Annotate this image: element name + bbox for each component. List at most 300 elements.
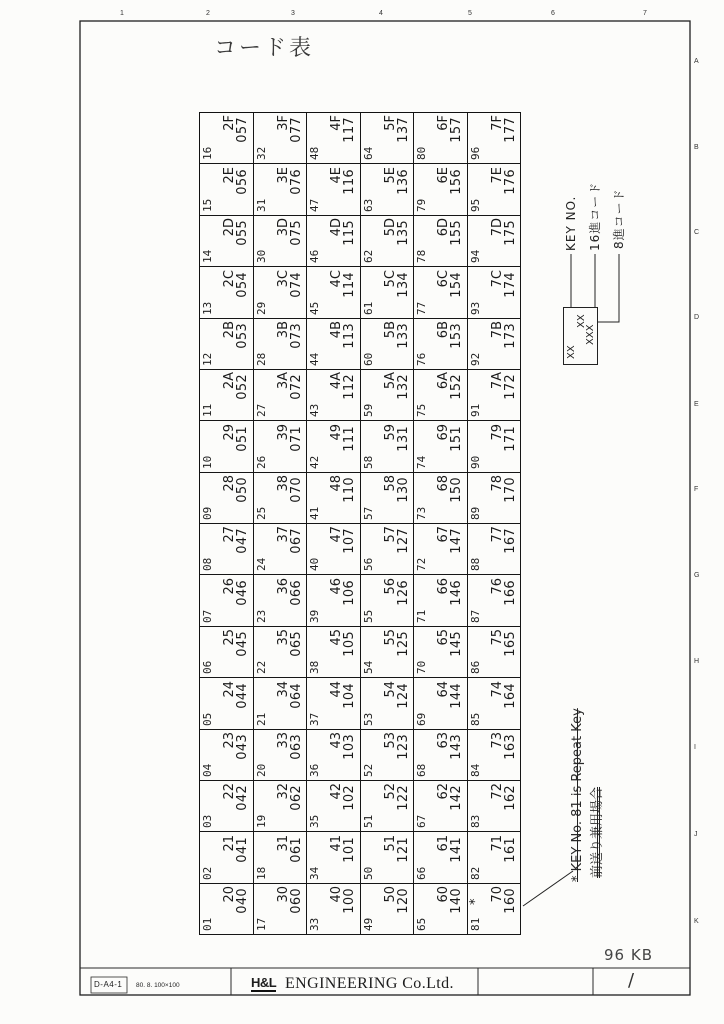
octal-code: 105 bbox=[342, 631, 357, 657]
code-cell bbox=[200, 781, 254, 832]
code-cell-content bbox=[254, 113, 306, 163]
key-number: 93 bbox=[468, 301, 482, 315]
code-cell bbox=[200, 678, 254, 729]
code-cell-content bbox=[414, 576, 466, 626]
hex-code: 2E bbox=[222, 166, 237, 184]
code-cell-content bbox=[307, 473, 359, 523]
legend-content bbox=[564, 308, 597, 364]
code-cell bbox=[468, 730, 522, 781]
code-cell-content bbox=[307, 627, 359, 677]
company-name: ENGINEERING Co.Ltd. bbox=[285, 975, 454, 992]
code-cell bbox=[307, 627, 361, 678]
code-cell bbox=[414, 832, 468, 883]
code-cell bbox=[307, 216, 361, 267]
key-number: 91 bbox=[468, 404, 482, 418]
octal-code: 174 bbox=[502, 271, 518, 298]
hex-code: 2C bbox=[222, 269, 237, 287]
code-cell-content bbox=[200, 679, 252, 729]
key-number: 41 bbox=[308, 506, 321, 520]
key-number: 13 bbox=[201, 301, 214, 315]
octal-code: 151 bbox=[449, 425, 464, 452]
code-cell bbox=[200, 370, 254, 421]
code-cell-content bbox=[200, 422, 252, 472]
code-cell bbox=[468, 319, 522, 370]
code-cell-content bbox=[307, 884, 359, 934]
octal-code: 103 bbox=[342, 733, 357, 760]
code-cell bbox=[254, 370, 308, 421]
code-cell bbox=[200, 524, 254, 575]
repeat-key-note-jp: 前送り兼用場合 bbox=[590, 786, 605, 878]
key-number: 75 bbox=[415, 404, 428, 418]
code-cell bbox=[361, 421, 415, 472]
hex-code: 55 bbox=[382, 629, 398, 646]
octal-code: 140 bbox=[449, 888, 464, 914]
code-cell-content bbox=[254, 473, 306, 523]
hex-code: 3E bbox=[275, 166, 291, 184]
octal-code: 171 bbox=[502, 425, 518, 452]
code-cell bbox=[254, 216, 308, 267]
code-cell bbox=[361, 781, 415, 832]
code-cell-content bbox=[414, 833, 466, 883]
code-cell bbox=[307, 113, 361, 164]
zone-column-label: 5 bbox=[468, 10, 472, 17]
octal-code: 133 bbox=[395, 322, 411, 349]
code-cell bbox=[254, 267, 308, 318]
code-cell-content bbox=[307, 216, 359, 266]
key-number: 31 bbox=[254, 198, 268, 212]
octal-code: 110 bbox=[342, 477, 357, 503]
hex-code: 4F bbox=[329, 115, 344, 132]
zone-column-label: 1 bbox=[120, 10, 124, 17]
hex-code: 68 bbox=[436, 475, 451, 492]
hex-code: 44 bbox=[329, 680, 344, 698]
hex-code: 75 bbox=[489, 629, 505, 646]
octal-code: 040 bbox=[235, 888, 250, 914]
key-number: 02 bbox=[201, 866, 214, 880]
key-number: 30 bbox=[254, 249, 268, 264]
code-cell bbox=[361, 730, 415, 781]
key-number: 79 bbox=[415, 198, 428, 212]
zone-column-label: 7 bbox=[643, 10, 647, 17]
code-cell bbox=[414, 627, 468, 678]
sheet-title: コード表 bbox=[214, 36, 315, 61]
code-cell bbox=[307, 524, 361, 575]
hex-code: 34 bbox=[275, 680, 291, 698]
key-number: 83 bbox=[468, 815, 482, 829]
code-cell bbox=[200, 113, 254, 164]
key-number: 58 bbox=[361, 455, 375, 469]
zone-row-label: G bbox=[694, 572, 700, 579]
code-cell bbox=[468, 575, 522, 626]
code-cell bbox=[414, 730, 468, 781]
zone-row-label: I bbox=[694, 744, 696, 751]
code-cell bbox=[200, 473, 254, 524]
hex-code: 57 bbox=[382, 526, 398, 543]
code-cell-content bbox=[414, 422, 466, 472]
code-cell bbox=[200, 267, 254, 318]
code-cell bbox=[468, 267, 522, 318]
key-number: 53 bbox=[361, 712, 375, 726]
hex-code: 41 bbox=[329, 834, 344, 852]
octal-code: 123 bbox=[395, 733, 411, 760]
zone-row-label: A bbox=[694, 58, 699, 65]
code-cell-content bbox=[254, 216, 306, 266]
key-number: 28 bbox=[254, 352, 268, 366]
hex-code: 2D bbox=[222, 218, 237, 237]
hex-code: 71 bbox=[489, 834, 505, 852]
octal-code: 042 bbox=[235, 785, 250, 811]
hex-code: 4E bbox=[329, 166, 344, 184]
code-cell-content bbox=[414, 165, 466, 215]
octal-code: 057 bbox=[235, 117, 250, 144]
octal-code: 101 bbox=[342, 836, 357, 863]
code-cell bbox=[361, 319, 415, 370]
code-cell-content bbox=[468, 216, 520, 266]
legend-key-label: KEY NO. bbox=[564, 195, 578, 251]
hex-code: 3B bbox=[275, 320, 291, 339]
code-cell-content bbox=[200, 319, 252, 369]
hex-code: 43 bbox=[329, 731, 344, 749]
code-cell bbox=[414, 884, 468, 935]
hex-code: 30 bbox=[275, 886, 291, 903]
key-number: 72 bbox=[415, 558, 428, 572]
octal-code: 074 bbox=[288, 271, 304, 298]
octal-code: 050 bbox=[235, 477, 250, 503]
hex-code: 5C bbox=[382, 269, 398, 287]
code-cell-content bbox=[468, 422, 520, 472]
code-cell bbox=[361, 627, 415, 678]
code-cell bbox=[361, 164, 415, 215]
code-cell-content bbox=[307, 730, 359, 780]
key-number: 29 bbox=[254, 301, 268, 315]
code-cell bbox=[307, 421, 361, 472]
hex-code: 42 bbox=[329, 783, 344, 800]
code-cell-content bbox=[200, 627, 252, 677]
company-logo: H&L bbox=[251, 975, 277, 990]
key-number: 42 bbox=[308, 455, 321, 469]
code-cell bbox=[307, 730, 361, 781]
zone-column-label: 4 bbox=[379, 10, 383, 17]
hex-code: 47 bbox=[329, 526, 344, 543]
octal-code: 060 bbox=[288, 888, 304, 914]
octal-code: 170 bbox=[502, 477, 518, 503]
code-cell bbox=[361, 473, 415, 524]
code-cell bbox=[307, 678, 361, 729]
octal-code: 120 bbox=[395, 888, 411, 914]
hex-code: 4A bbox=[329, 372, 344, 390]
key-number: 51 bbox=[361, 815, 375, 829]
key-number: 05 bbox=[201, 712, 214, 726]
octal-code: 126 bbox=[395, 579, 411, 606]
code-cell-content bbox=[414, 781, 466, 831]
key-number: 21 bbox=[254, 712, 268, 726]
hex-code: 31 bbox=[275, 834, 291, 852]
hex-code: 45 bbox=[329, 629, 344, 646]
octal-code: 062 bbox=[288, 785, 304, 811]
code-cell bbox=[361, 884, 415, 935]
code-cell-content bbox=[361, 319, 413, 369]
key-number: 32 bbox=[254, 147, 268, 161]
code-cell-content bbox=[200, 781, 252, 831]
octal-code: 064 bbox=[288, 682, 304, 709]
key-number: 70 bbox=[415, 660, 428, 675]
code-cell-content bbox=[468, 113, 520, 163]
key-number: 60 bbox=[361, 352, 375, 366]
code-cell-content bbox=[468, 268, 520, 318]
hex-code: 3F bbox=[275, 115, 291, 132]
octal-code: 052 bbox=[235, 374, 250, 400]
code-cell-content bbox=[307, 165, 359, 215]
hex-code: 53 bbox=[382, 731, 398, 749]
hex-code: 3D bbox=[275, 218, 291, 237]
octal-code: 073 bbox=[288, 322, 304, 349]
key-number: 04 bbox=[201, 763, 214, 777]
key-number: 86 bbox=[468, 660, 482, 675]
hex-code: 6D bbox=[436, 218, 451, 237]
octal-code: 127 bbox=[395, 528, 411, 555]
code-cell bbox=[468, 421, 522, 472]
zone-row-label: H bbox=[694, 658, 700, 665]
hex-code: 38 bbox=[275, 475, 291, 492]
hex-code: 6B bbox=[436, 320, 451, 339]
code-cell-content bbox=[414, 679, 466, 729]
octal-code: 115 bbox=[342, 220, 357, 246]
hex-code: 2F bbox=[222, 115, 237, 132]
code-cell-content bbox=[468, 576, 520, 626]
key-number: 33 bbox=[308, 917, 321, 931]
code-cell bbox=[361, 575, 415, 626]
hex-code: 7C bbox=[489, 269, 505, 287]
code-cell-content bbox=[200, 216, 252, 266]
octal-code: 061 bbox=[288, 836, 304, 863]
hex-code: 22 bbox=[222, 783, 237, 800]
drawing-number: D-A4-1 bbox=[94, 980, 123, 989]
code-cell-content bbox=[414, 370, 466, 420]
zone-row-label: E bbox=[694, 401, 699, 408]
code-cell bbox=[414, 421, 468, 472]
key-number: 88 bbox=[468, 558, 482, 572]
code-cell-content bbox=[361, 473, 413, 523]
code-cell bbox=[200, 832, 254, 883]
octal-code: 053 bbox=[235, 322, 250, 349]
hex-code: 5B bbox=[382, 320, 398, 339]
code-cell bbox=[468, 678, 522, 729]
hex-code: 72 bbox=[489, 783, 505, 800]
octal-code: 165 bbox=[502, 631, 518, 657]
code-cell bbox=[307, 884, 361, 935]
hex-code: 7D bbox=[489, 218, 505, 237]
hex-code: 37 bbox=[275, 526, 291, 543]
key-number: 63 bbox=[361, 198, 375, 212]
hex-code: 51 bbox=[382, 834, 398, 852]
key-number: 56 bbox=[361, 558, 375, 572]
hex-code: 20 bbox=[222, 886, 237, 903]
octal-code: 075 bbox=[288, 220, 304, 246]
hex-code: 36 bbox=[275, 577, 291, 595]
code-cell-content bbox=[414, 627, 466, 677]
octal-code: 163 bbox=[502, 733, 518, 760]
key-number: 82 bbox=[468, 866, 482, 880]
hex-code: 78 bbox=[489, 475, 505, 492]
hex-code: 33 bbox=[275, 731, 291, 749]
octal-code: 056 bbox=[235, 168, 250, 195]
key-number: 47 bbox=[308, 198, 321, 212]
code-cell-content bbox=[468, 165, 520, 215]
octal-code: 137 bbox=[395, 117, 411, 144]
code-cell-content bbox=[414, 268, 466, 318]
code-cell bbox=[361, 524, 415, 575]
note-leader-line bbox=[523, 871, 573, 906]
key-number: 37 bbox=[308, 712, 321, 726]
code-cell-content bbox=[414, 730, 466, 780]
key-number: 61 bbox=[361, 301, 375, 315]
code-cell-content bbox=[200, 165, 252, 215]
code-cell-content bbox=[468, 781, 520, 831]
code-cell-content bbox=[254, 319, 306, 369]
hex-code: 50 bbox=[382, 886, 398, 903]
hex-code: 7A bbox=[489, 372, 505, 390]
octal-code: 141 bbox=[449, 836, 464, 863]
hex-code: 7E bbox=[489, 166, 505, 184]
key-number: 14 bbox=[201, 249, 214, 264]
code-cell bbox=[361, 832, 415, 883]
key-number: 09 bbox=[201, 506, 214, 520]
code-cell bbox=[307, 267, 361, 318]
octal-code: 130 bbox=[395, 477, 411, 503]
hex-code: 79 bbox=[489, 423, 505, 441]
key-number: 77 bbox=[415, 301, 428, 315]
octal-code: 167 bbox=[502, 528, 518, 555]
hex-code: 6C bbox=[436, 269, 451, 287]
hex-code: 69 bbox=[436, 423, 451, 441]
code-cell-content bbox=[361, 884, 413, 934]
zone-row-label: D bbox=[694, 314, 700, 321]
hex-code: 73 bbox=[489, 731, 505, 749]
key-number: 11 bbox=[201, 404, 214, 418]
key-number: 78 bbox=[415, 249, 428, 264]
code-cell-content bbox=[200, 884, 252, 934]
key-number: 96 bbox=[468, 147, 482, 161]
code-cell-content bbox=[200, 473, 252, 523]
octal-code: 153 bbox=[449, 322, 464, 349]
octal-code: 104 bbox=[342, 682, 357, 709]
hex-code: 64 bbox=[436, 680, 451, 698]
octal-code: 160 bbox=[502, 888, 518, 914]
octal-code: 044 bbox=[235, 682, 250, 709]
code-cell-content bbox=[307, 422, 359, 472]
code-cell-content bbox=[200, 113, 252, 163]
key-number: 69 bbox=[415, 712, 428, 726]
key-number: 87 bbox=[468, 609, 482, 623]
octal-code: 066 bbox=[288, 579, 304, 606]
octal-code: 152 bbox=[449, 374, 464, 400]
hex-code: 61 bbox=[436, 834, 451, 852]
octal-code: 041 bbox=[235, 836, 250, 863]
octal-code: 144 bbox=[449, 682, 464, 709]
key-number: 03 bbox=[201, 815, 214, 829]
memory-size-note: 96 KB bbox=[604, 946, 653, 964]
code-table-grid bbox=[199, 112, 521, 935]
code-cell bbox=[254, 730, 308, 781]
code-cell bbox=[200, 421, 254, 472]
hex-code: 4B bbox=[329, 320, 344, 339]
octal-code: 136 bbox=[395, 168, 411, 195]
key-number: 44 bbox=[308, 352, 321, 366]
code-cell-content bbox=[307, 268, 359, 318]
octal-code: 072 bbox=[288, 374, 304, 400]
code-cell-content bbox=[200, 730, 252, 780]
code-cell-content bbox=[414, 216, 466, 266]
key-number: 48 bbox=[308, 147, 321, 161]
hex-code: 3C bbox=[275, 269, 291, 287]
code-cell bbox=[468, 524, 522, 575]
key-number: 92 bbox=[468, 352, 482, 366]
code-cell-content bbox=[468, 473, 520, 523]
code-cell-content bbox=[254, 679, 306, 729]
code-cell bbox=[414, 319, 468, 370]
legend-octal-label: 8進コード bbox=[612, 188, 626, 249]
key-number: 73 bbox=[415, 506, 428, 520]
code-cell-content bbox=[254, 524, 306, 574]
octal-code: 100 bbox=[342, 888, 357, 914]
key-number: 38 bbox=[308, 660, 321, 675]
octal-code: 143 bbox=[449, 733, 464, 760]
key-number: 95 bbox=[468, 198, 482, 212]
key-number: 67 bbox=[415, 815, 428, 829]
hex-code: 56 bbox=[382, 577, 398, 595]
key-number: 74 bbox=[415, 455, 428, 469]
octal-code: 067 bbox=[288, 528, 304, 555]
hex-code: 39 bbox=[275, 423, 291, 441]
code-cell-content bbox=[361, 268, 413, 318]
key-number: 46 bbox=[308, 249, 321, 264]
code-cell-content bbox=[361, 576, 413, 626]
octal-code: 063 bbox=[288, 733, 304, 760]
code-cell bbox=[254, 164, 308, 215]
code-cell-content bbox=[361, 216, 413, 266]
code-cell-content bbox=[307, 781, 359, 831]
code-cell-content bbox=[254, 884, 306, 934]
code-cell bbox=[361, 678, 415, 729]
key-number: 34 bbox=[308, 866, 321, 880]
octal-code: 047 bbox=[235, 528, 250, 555]
hex-code: 52 bbox=[382, 783, 398, 800]
code-cell-content bbox=[307, 833, 359, 883]
zone-row-label: B bbox=[694, 144, 699, 151]
octal-code: 045 bbox=[235, 631, 250, 657]
code-cell-content bbox=[254, 627, 306, 677]
hex-code: 60 bbox=[436, 886, 451, 903]
code-cell bbox=[361, 370, 415, 421]
code-cell-content bbox=[254, 730, 306, 780]
repeat-key-mark: * bbox=[467, 898, 483, 905]
key-number: 39 bbox=[308, 609, 321, 623]
code-cell-content bbox=[468, 370, 520, 420]
key-number: 89 bbox=[468, 506, 482, 520]
key-number: 49 bbox=[361, 917, 375, 931]
code-cell bbox=[254, 781, 308, 832]
code-cell bbox=[468, 627, 522, 678]
hex-code: 76 bbox=[489, 577, 505, 595]
code-cell-content bbox=[307, 370, 359, 420]
key-number: 12 bbox=[201, 352, 214, 366]
key-number: 81 bbox=[468, 917, 482, 931]
octal-code: 157 bbox=[449, 117, 464, 144]
code-cell bbox=[307, 575, 361, 626]
code-cell-content bbox=[254, 576, 306, 626]
hex-code: 2B bbox=[222, 320, 237, 339]
code-cell-content bbox=[361, 679, 413, 729]
